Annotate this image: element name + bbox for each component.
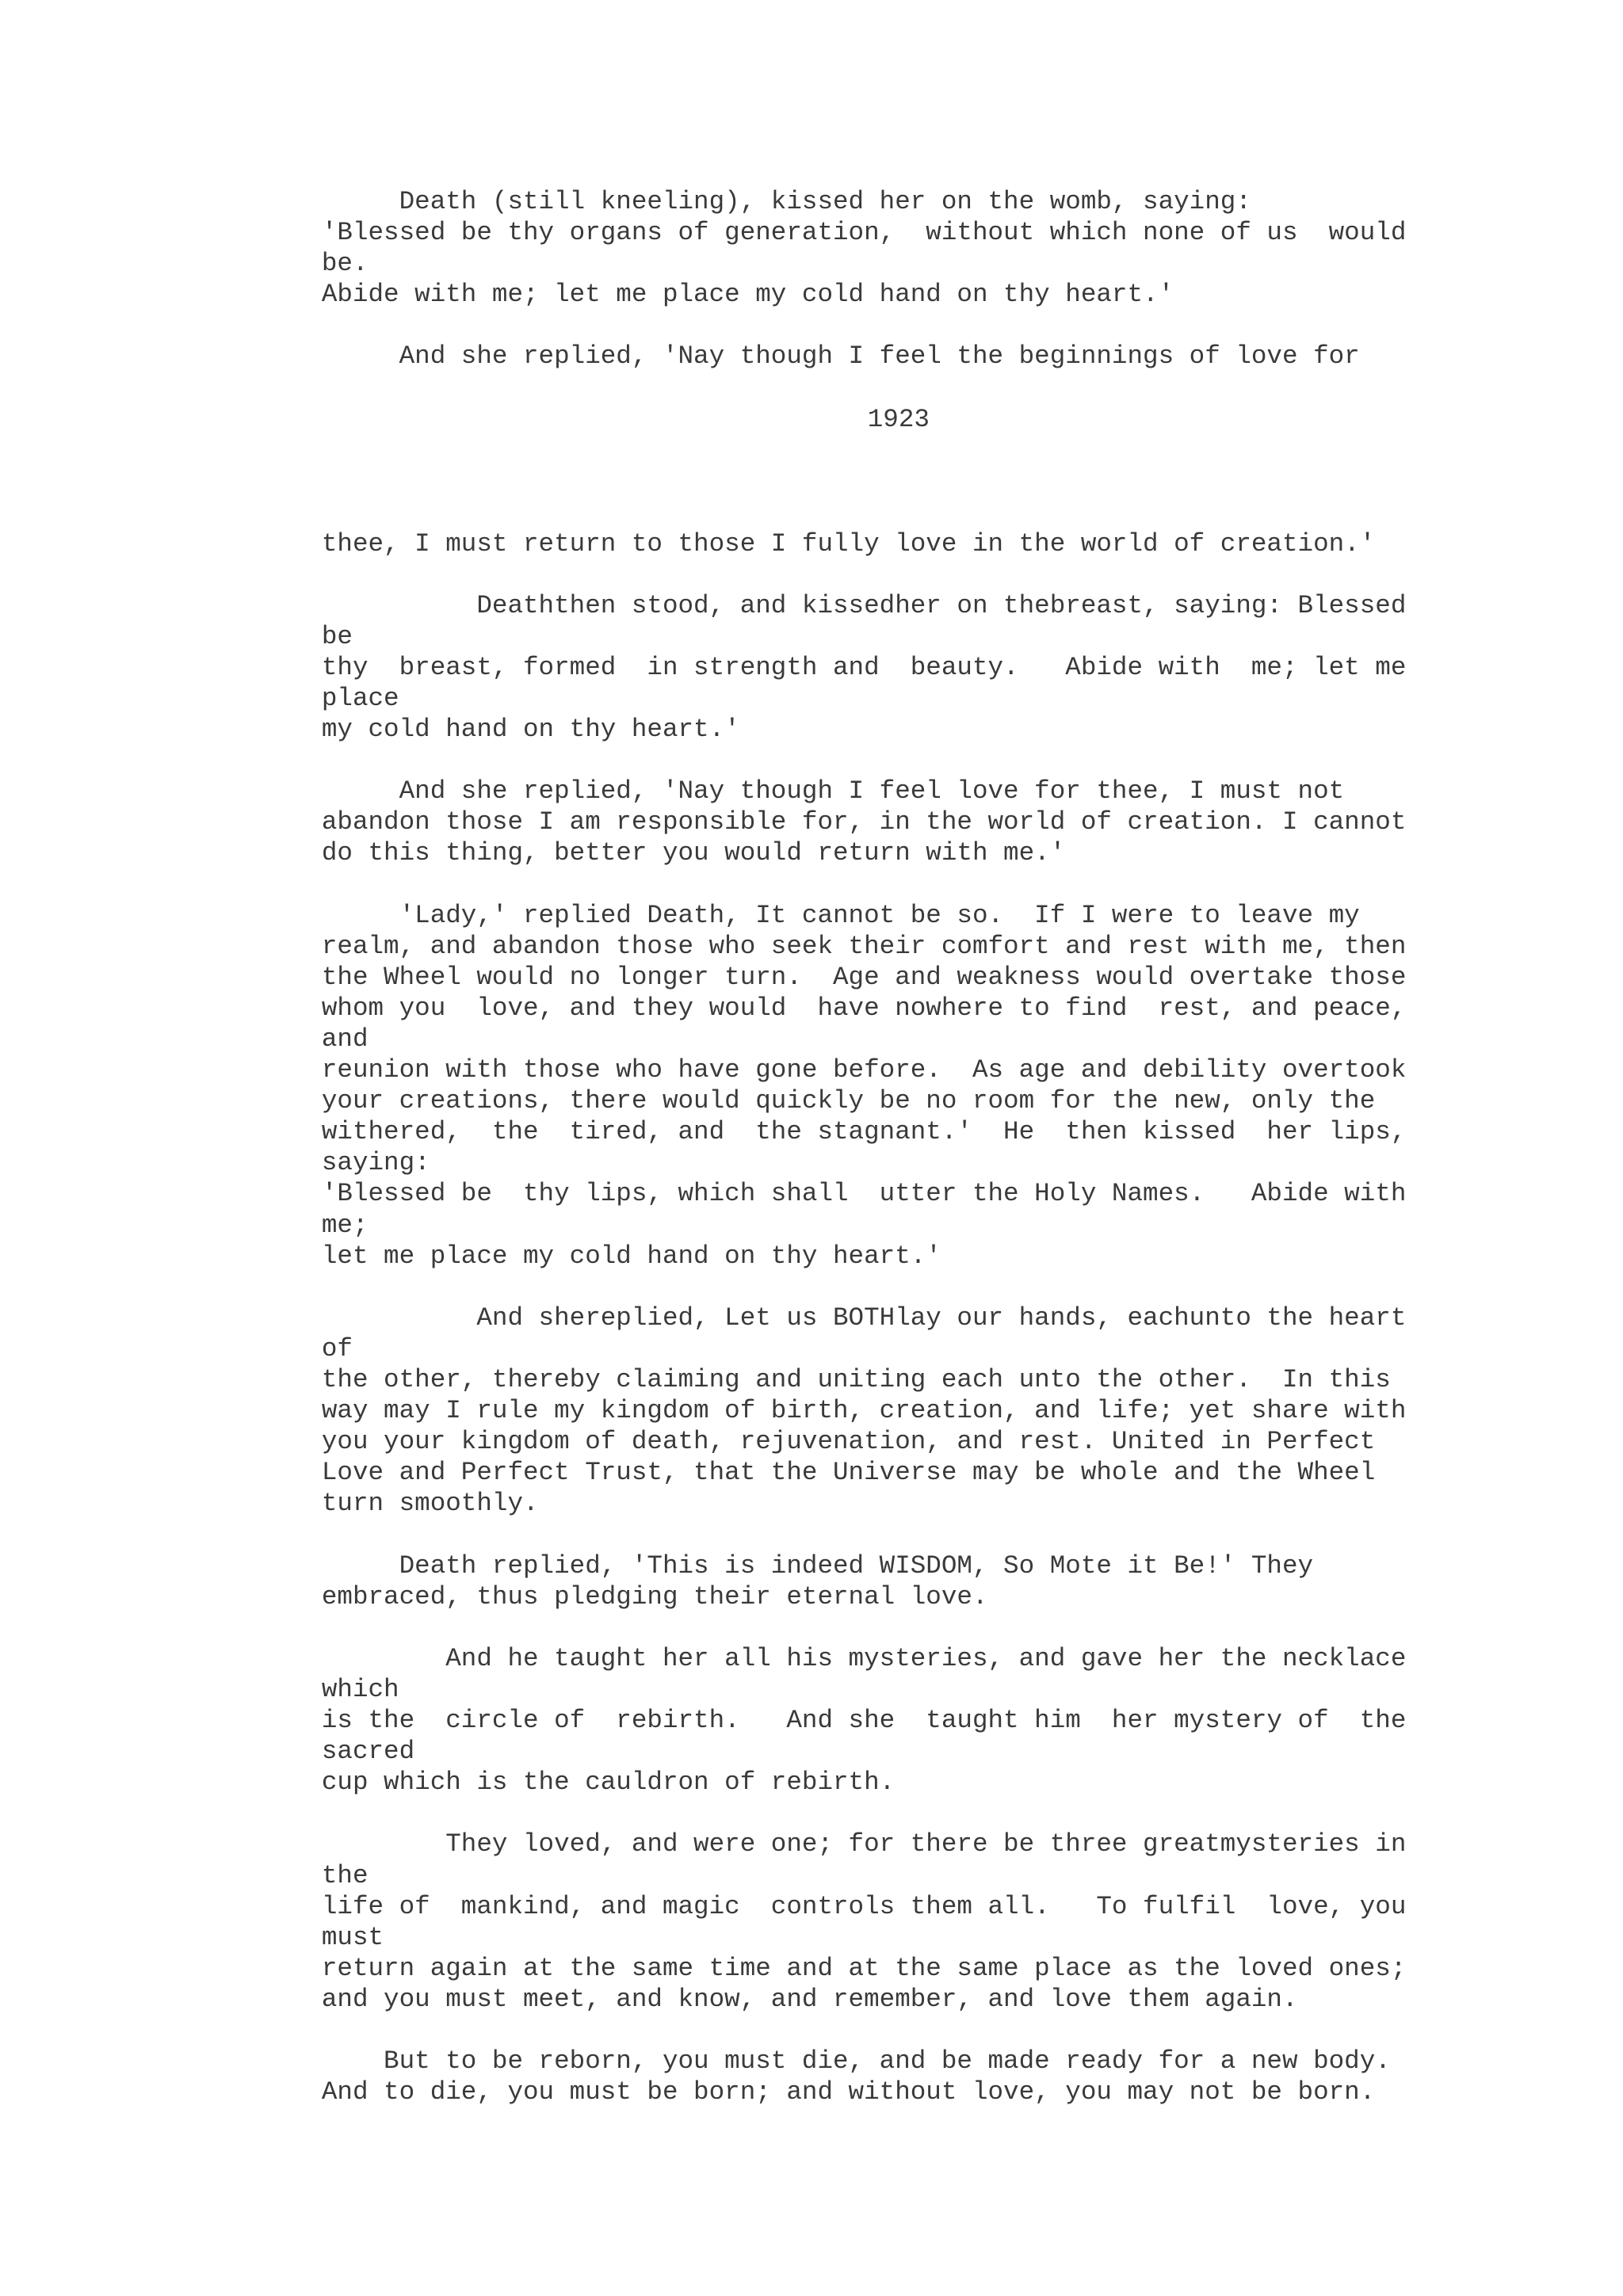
top-text-block: Death (still kneeling), kissed her on the womb, saying: 'Blessed be thy organs of generation, without which none of us would be. Abide with me; let me place my cold hand on thy heart.' And she replied, 'Nay though I feel the beginnings of love for [321, 186, 1407, 372]
main-text-block: thee, I must return to those I fully love in the world of creation.' Deaththen stood, and kissedher on thebreast, saying: Blessed be thy breast, formed in strength and beauty. Abide with me; let me place my cold hand on thy heart.' And she replied, 'Nay though I feel love for thee, I must not abandon those I am responsible for, in the world of creation. I cannot do this thing, better you would return with me.' 'Lady,' replied Death, It cannot be so. If I were to leave my realm, and abandon those who seek their comfort and rest with me, then the Wheel would no longer turn. Age and weakness would overtake those whom you love, and they would have nowhere to find rest, and peace, and reunion with those who have gone before. As age and debility overtook your creations, there would quickly be no room for the new, only the withered, the tired, and the stagnant.' He then kissed her lips, saying: 'Blessed be thy lips, which shall utter the Holy Names. Abide with me; let me place my cold hand on thy heart.' And shereplied, Let us BOTHlay our hands, eachunto the heart of the other, thereby claiming and uniting each unto the other. In this way may I rule my kingdom of birth, creation, and life; yet share with you your kingdom of death, rejuvenation, and rest. United in Perfect Love and Perfect Trust, that the Universe may be whole and the Wheel turn smoothly. Death replied, 'This is indeed WISDOM, So Mote it Be!' They embraced, thus pledging their eternal love. And he taught her all his mysteries, and gave her the necklace which is the circle of rebirth. And she taught him her mystery of the sacred cup which is the cauldron of rebirth. They loved, and were one; for there be three greatmysteries in the life of mankind, and magic controls them all. To fulfil love, you must return again at the same time and at the same place as the loved ones; and you must meet, and know, and remember, and love them again. But to be reborn, you must die, and be made ready for a new body. And to die, you must be born; and without love, you may not be born. [321, 528, 1407, 2107]
page-number: 1923 [867, 405, 930, 435]
